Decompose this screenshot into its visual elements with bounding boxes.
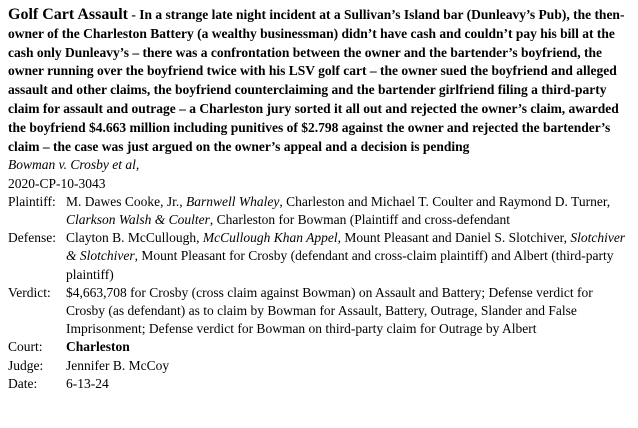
- case-caption: Bowman v. Crosby et al,: [8, 157, 140, 173]
- plaintiff-label: Plaintiff:: [8, 193, 56, 209]
- case-number: 2020-CP-10-3043: [8, 175, 106, 191]
- headline-title: Golf Cart Assault: [8, 6, 128, 23]
- plaintiff-role: , Charleston for Bowman (Plaintiff and cross-defendant: [209, 211, 510, 227]
- verdict-label: Verdict:: [8, 284, 51, 300]
- plaintiff-firm-1: Barnwell Whaley: [186, 193, 280, 209]
- defense-firm-2: Slotchiver & Slotchiver: [66, 230, 626, 264]
- plaintiff-firm-2: Clarkson Walsh & Coulter: [66, 211, 210, 227]
- defense-attorney-2: , Mount Pleasant and Daniel S. Slotchiver,: [337, 230, 571, 246]
- verdict-value: $4,663,708 for Crosby (cross claim against Bowman) on Assault and Battery; Defense verdict for Crosby (as defendant) as to claim by Bowman for Assault, Battery, Outrage, Slander and False Imprisonment; Defense verdict for Bowman on third-party claim for Outrage by Albert: [66, 284, 593, 337]
- headline-separator: -: [128, 7, 140, 22]
- headline-summary: In a strange late night incident at a Sullivan’s Island bar (Dunleavy’s Pub), the then-owner of the Charleston Battery (a wealthy businessman) didn’t have cash and couldn’t pay his bill at the cash only Dunleavy’s – there was a confrontation between the owner and the bartender’s boyfriend, the owner running over the boyfriend twice with his LSV golf cart – the owner sued the boyfriend and alleged assault and other claims, the boyfriend counterclaiming and the bartender girlfriend filing a third-party claim for assault and outrage – a Charleston jury sorted it all out and rejected the owner’s claim, awarded the boyfriend $4.663 million including punitives of $2.798 against the owner and rejected the bartender’s claim – the case was just argued on the owner’s appeal and a decision is pending: [8, 7, 625, 154]
- court-value: Charleston: [66, 339, 130, 355]
- verdict-row: [8, 284, 630, 339]
- judge-label: Judge:: [8, 357, 44, 373]
- headline: [8, 0, 630, 156]
- date-label: Date:: [8, 375, 38, 391]
- judge-row: [8, 357, 630, 375]
- date-row: [8, 375, 630, 393]
- defense-value: [66, 229, 630, 284]
- defense-firm-1: McCullough Khan Appel: [202, 230, 338, 246]
- defense-role: , Mount Pleasant for Crosby (defendant and cross-claim plaintiff) and Albert (third-party plaintiff): [66, 248, 614, 282]
- defense-label: Defense:: [8, 230, 56, 246]
- judge-value: Jennifer B. McCoy: [66, 357, 170, 373]
- defense-row: [8, 229, 630, 284]
- defense-attorney-1: Clayton B. McCullough,: [66, 230, 203, 246]
- court-row: [8, 338, 630, 356]
- plaintiff-attorney-1: M. Dawes Cooke, Jr.,: [66, 193, 186, 209]
- plaintiff-row: [8, 193, 630, 229]
- court-label: Court:: [8, 339, 43, 355]
- plaintiff-attorney-2: , Charleston and Michael T. Coulter and Raymond D. Turner,: [279, 193, 611, 209]
- date-value: 6-13-24: [66, 375, 109, 391]
- plaintiff-value: [66, 193, 630, 229]
